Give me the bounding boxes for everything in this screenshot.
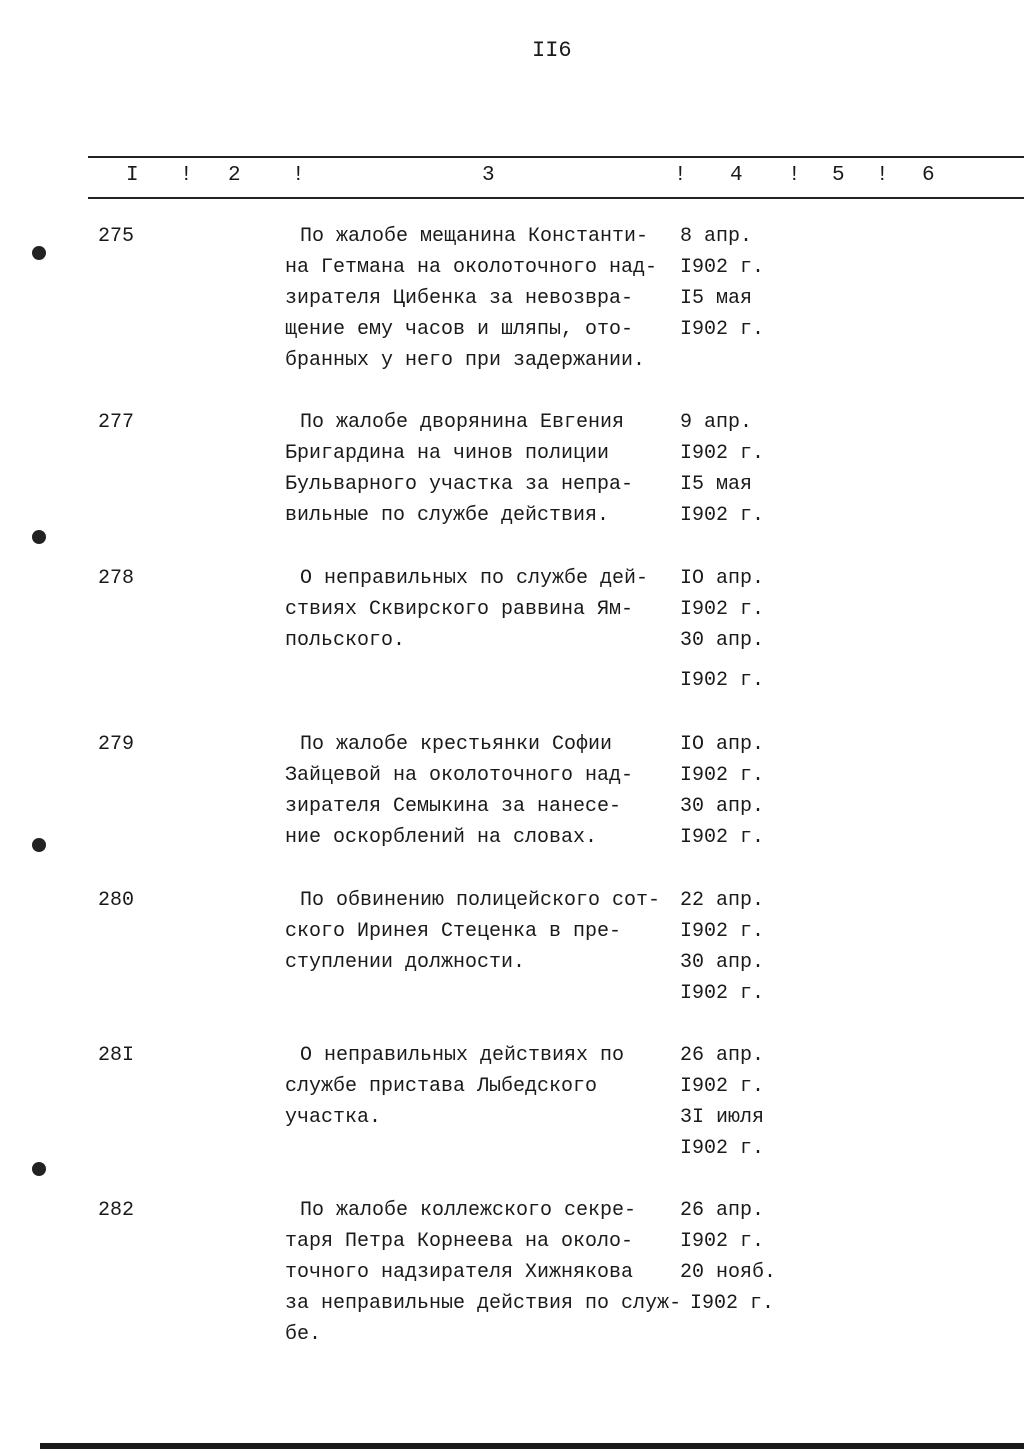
- page-number: II6: [532, 38, 572, 63]
- entry-description-line: таря Петра Корнеева на около-: [285, 1230, 634, 1253]
- col-sep: !: [788, 164, 801, 187]
- entry-date-line: 20 нояб.: [680, 1261, 777, 1284]
- entry-date-line: I902 г.: [680, 1137, 765, 1160]
- entry-date-line: 30 апр.: [680, 795, 765, 818]
- header-top-rule: [88, 156, 1024, 158]
- entry-number: 279: [98, 733, 135, 756]
- entry-date-line: I902 г.: [690, 1292, 775, 1315]
- entry-description-line: По жалобе дворянина Евгения: [300, 411, 625, 434]
- entry-description-line: щение ему часов и шляпы, ото-: [285, 318, 634, 341]
- entry-description-line: польского.: [285, 629, 406, 652]
- entry-description-line: Бригардина на чинов полиции: [285, 442, 610, 465]
- entry-date-line: I902 г.: [680, 598, 765, 621]
- entry-number: 280: [98, 889, 135, 912]
- entry-description-line: По жалобе мещанина Константи-: [300, 225, 649, 248]
- entry-date-line: 30 апр.: [680, 629, 765, 652]
- entry-date-line: I902 г.: [680, 826, 765, 849]
- entry-date-line: I5 мая: [680, 473, 753, 496]
- entry-date-line: I902 г.: [680, 442, 765, 465]
- entry-date-line: I902 г.: [680, 920, 765, 943]
- entry-date-line: I5 мая: [680, 287, 753, 310]
- entry-number: 275: [98, 225, 135, 248]
- entry-description-line: за неправильные действия по служ-: [285, 1292, 682, 1315]
- entry-date-line: 26 апр.: [680, 1199, 765, 1222]
- col-sep: !: [180, 164, 193, 187]
- entry-description-line: ского Иринея Стеценка в пре-: [285, 920, 622, 943]
- entry-number: 278: [98, 567, 135, 590]
- entry-date-line: 30 апр.: [680, 951, 765, 974]
- entry-description-line: зирателя Семыкина за нанесе-: [285, 795, 622, 818]
- entry-description-line: вильные по службе действия.: [285, 504, 610, 527]
- col-5: 5: [832, 164, 845, 187]
- entry-description-line: О неправильных по службе дей-: [300, 567, 649, 590]
- entry-date-line: I902 г.: [680, 504, 765, 527]
- binding-hole: [32, 246, 46, 260]
- entry-description-line: ступлении должности.: [285, 951, 526, 974]
- entry-date-line: 22 апр.: [680, 889, 765, 912]
- entry-description-line: По обвинению полицейского сот-: [300, 889, 661, 912]
- entry-description-line: бе.: [285, 1323, 322, 1346]
- entry-description-line: точного надзирателя Хижнякова: [285, 1261, 634, 1284]
- entry-date-line: I902 г.: [680, 1230, 765, 1253]
- entry-description-line: зирателя Цибенка за невозвра-: [285, 287, 634, 310]
- col-sep: !: [674, 164, 687, 187]
- entry-date-line: I902 г.: [680, 669, 765, 692]
- entry-date-line: 8 апр.: [680, 225, 753, 248]
- entry-description-line: По жалобе коллежского секре-: [300, 1199, 637, 1222]
- entry-date-line: 26 апр.: [680, 1044, 765, 1067]
- entry-date-line: 9 апр.: [680, 411, 753, 434]
- col-6: 6: [922, 164, 935, 187]
- col-sep: !: [292, 164, 305, 187]
- entry-description-line: ствиях Сквирского раввина Ям-: [285, 598, 634, 621]
- bottom-edge: [40, 1443, 1024, 1449]
- entry-description-line: О неправильных действиях по: [300, 1044, 625, 1067]
- entry-description-line: Бульварного участка за непра-: [285, 473, 634, 496]
- entry-date-line: I902 г.: [680, 256, 765, 279]
- entry-description-line: службе пристава Лыбедского: [285, 1075, 598, 1098]
- entry-number: 277: [98, 411, 135, 434]
- col-2: 2: [228, 164, 241, 187]
- binding-hole: [32, 838, 46, 852]
- entry-description-line: на Гетмана на околоточного над-: [285, 256, 658, 279]
- header-bottom-rule: [88, 197, 1024, 199]
- entry-description-line: бранных у него при задержании.: [285, 349, 646, 372]
- entry-description-line: По жалобе крестьянки Софии: [300, 733, 613, 756]
- entry-description-line: ние оскорблений на словах.: [285, 826, 598, 849]
- col-sep: !: [876, 164, 889, 187]
- col-1: I: [126, 164, 139, 187]
- entry-date-line: I902 г.: [680, 1075, 765, 1098]
- entry-date-line: I902 г.: [680, 982, 765, 1005]
- entry-number: 282: [98, 1199, 135, 1222]
- entry-date-line: IO апр.: [680, 567, 765, 590]
- entry-date-line: IO апр.: [680, 733, 765, 756]
- binding-hole: [32, 530, 46, 544]
- col-4: 4: [730, 164, 743, 187]
- entry-date-line: I902 г.: [680, 318, 765, 341]
- col-3: 3: [482, 164, 495, 187]
- binding-hole: [32, 1162, 46, 1176]
- entry-description-line: Зайцевой на околоточного над-: [285, 764, 634, 787]
- entry-date-line: I902 г.: [680, 764, 765, 787]
- entry-number: 28I: [98, 1044, 135, 1067]
- entry-description-line: участка.: [285, 1106, 382, 1129]
- entry-date-line: 3I июля: [680, 1106, 765, 1129]
